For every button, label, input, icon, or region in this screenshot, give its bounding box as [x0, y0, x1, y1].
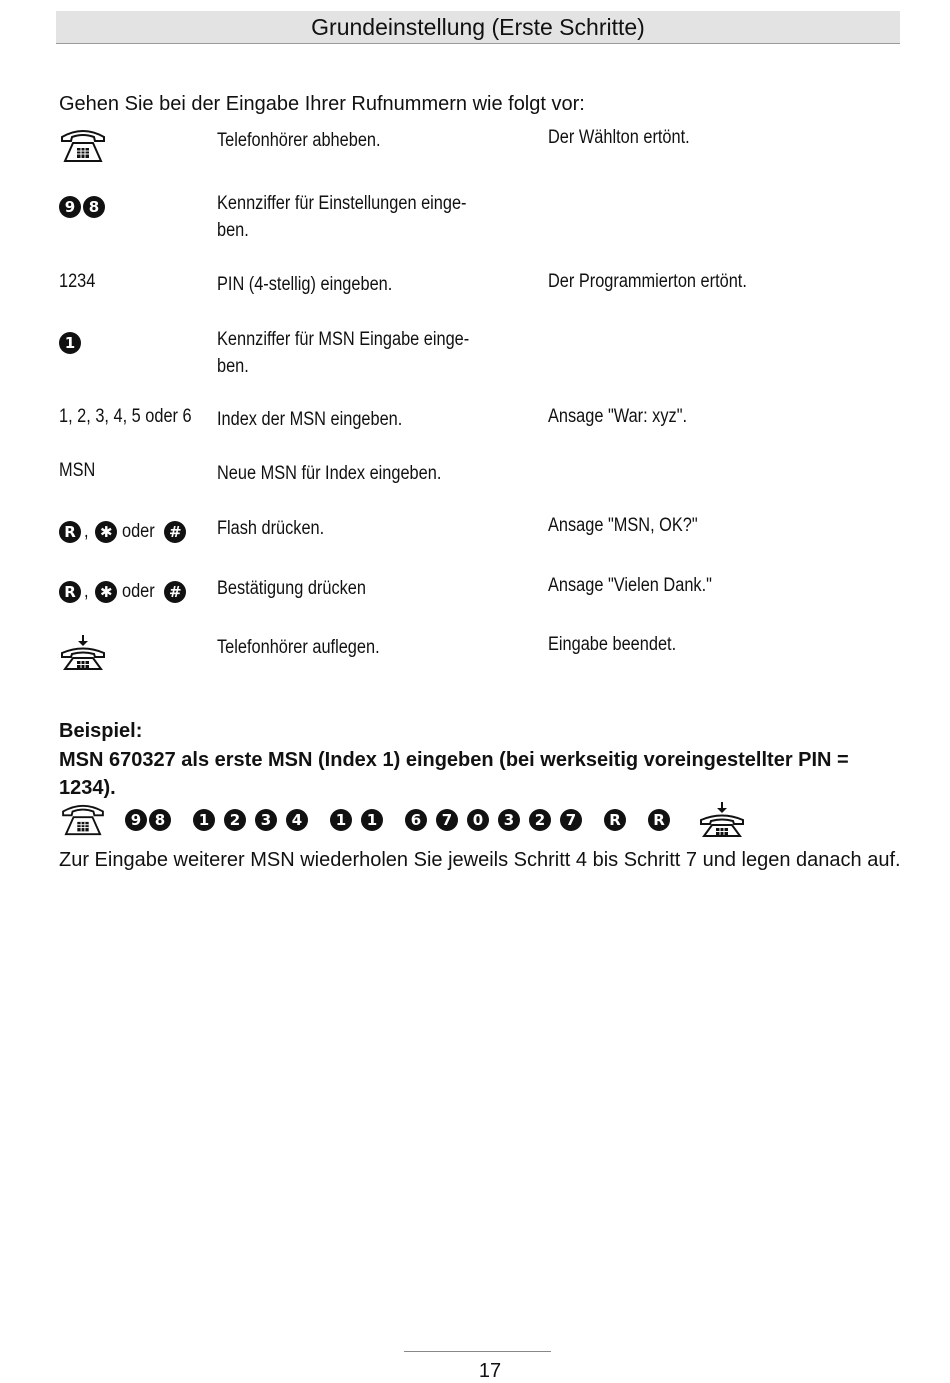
phone-lift-icon	[59, 802, 107, 838]
example-group-code	[125, 809, 171, 831]
key-1-icon: 1	[193, 809, 215, 831]
key-7-icon: 7	[560, 809, 582, 831]
key-1-icon: 1	[330, 809, 352, 831]
key-1-icon: 1	[361, 809, 383, 831]
step-result: Ansage "MSN, OK?"	[548, 515, 698, 536]
key-7-icon: 7	[436, 809, 458, 831]
key-sequence	[59, 581, 186, 603]
step-action: Neue MSN für Index eingeben.	[217, 463, 442, 484]
step-action: Flash drücken.	[217, 518, 325, 539]
page-number: 17	[478, 1360, 502, 1382]
phone-lift-icon	[59, 127, 107, 165]
example-group-msn	[405, 809, 582, 831]
key-3-icon: 3	[255, 809, 277, 831]
key-r-icon: R	[648, 809, 670, 831]
key-star-icon: ✱	[95, 521, 117, 543]
key-r-icon: R	[59, 521, 81, 543]
step-action: Kennziffer für Einstellungen einge- ben.	[217, 193, 467, 241]
key-sequence	[59, 196, 105, 218]
key-star-icon: ✱	[95, 581, 117, 603]
example-group-confirm	[648, 809, 670, 831]
footer-divider	[404, 1351, 551, 1352]
example-group-pin	[193, 809, 308, 831]
separator-oder: oder	[122, 581, 155, 602]
page-header	[56, 11, 900, 44]
separator-oder: oder	[122, 521, 155, 542]
step-action: Index der MSN eingeben.	[217, 409, 403, 430]
step-result: Der Wählton ertönt.	[548, 127, 690, 148]
header-title: Grundeinstellung (Erste Schritte)	[311, 14, 645, 40]
step-action: Telefonhörer abheben.	[217, 130, 381, 151]
step-input: 1234	[59, 271, 96, 292]
key-sequence	[59, 521, 186, 543]
key-8-icon: 8	[149, 809, 171, 831]
step-result: Ansage "War: xyz".	[548, 406, 688, 427]
example-text: MSN 670327 als erste MSN (Index 1) eingeben (bei werkseitig voreingestellter PIN = 1234).	[59, 749, 849, 799]
key-r-icon: R	[59, 581, 81, 603]
key-hash-icon: #	[164, 521, 186, 543]
step-action: PIN (4-stellig) eingeben.	[217, 274, 393, 295]
key-9-icon: 9	[59, 196, 81, 218]
key-6-icon: 6	[405, 809, 427, 831]
step-input: 1, 2, 3, 4, 5 oder 6	[59, 406, 192, 427]
phone-hangup-icon	[698, 801, 746, 839]
example-group-index	[330, 809, 383, 831]
key-3-icon: 3	[498, 809, 520, 831]
outro-text: Zur Eingabe weiterer MSN wiederholen Sie jeweils Schritt 4 bis Schritt 7 und legen danach auf.	[59, 849, 901, 871]
phone-hangup-icon	[59, 634, 107, 672]
step-result: Eingabe beendet.	[548, 634, 677, 655]
step-action: Kennziffer für MSN Eingabe einge- ben.	[217, 329, 470, 377]
step-result: Der Programmierton ertönt.	[548, 271, 747, 292]
example-group-flash	[604, 809, 626, 831]
example-key-sequence	[59, 800, 758, 840]
key-4-icon: 4	[286, 809, 308, 831]
step-action: Telefonhörer auflegen.	[217, 637, 380, 658]
key-0-icon: 0	[467, 809, 489, 831]
key-9-icon: 9	[125, 809, 147, 831]
key-2-icon: 2	[224, 809, 246, 831]
separator-comma: ,	[84, 581, 89, 602]
intro-text: Gehen Sie bei der Eingabe Ihrer Rufnummern wie folgt vor:	[59, 93, 585, 115]
key-8-icon: 8	[83, 196, 105, 218]
separator-comma: ,	[84, 521, 89, 542]
key-2-icon: 2	[529, 809, 551, 831]
key-r-icon: R	[604, 809, 626, 831]
step-action: Bestätigung drücken	[217, 578, 366, 599]
key-hash-icon: #	[164, 581, 186, 603]
step-input: MSN	[59, 460, 96, 481]
example-title: Beispiel:	[59, 720, 143, 742]
key-sequence	[59, 332, 81, 354]
key-1-icon: 1	[59, 332, 81, 354]
step-result: Ansage "Vielen Dank."	[548, 575, 712, 596]
